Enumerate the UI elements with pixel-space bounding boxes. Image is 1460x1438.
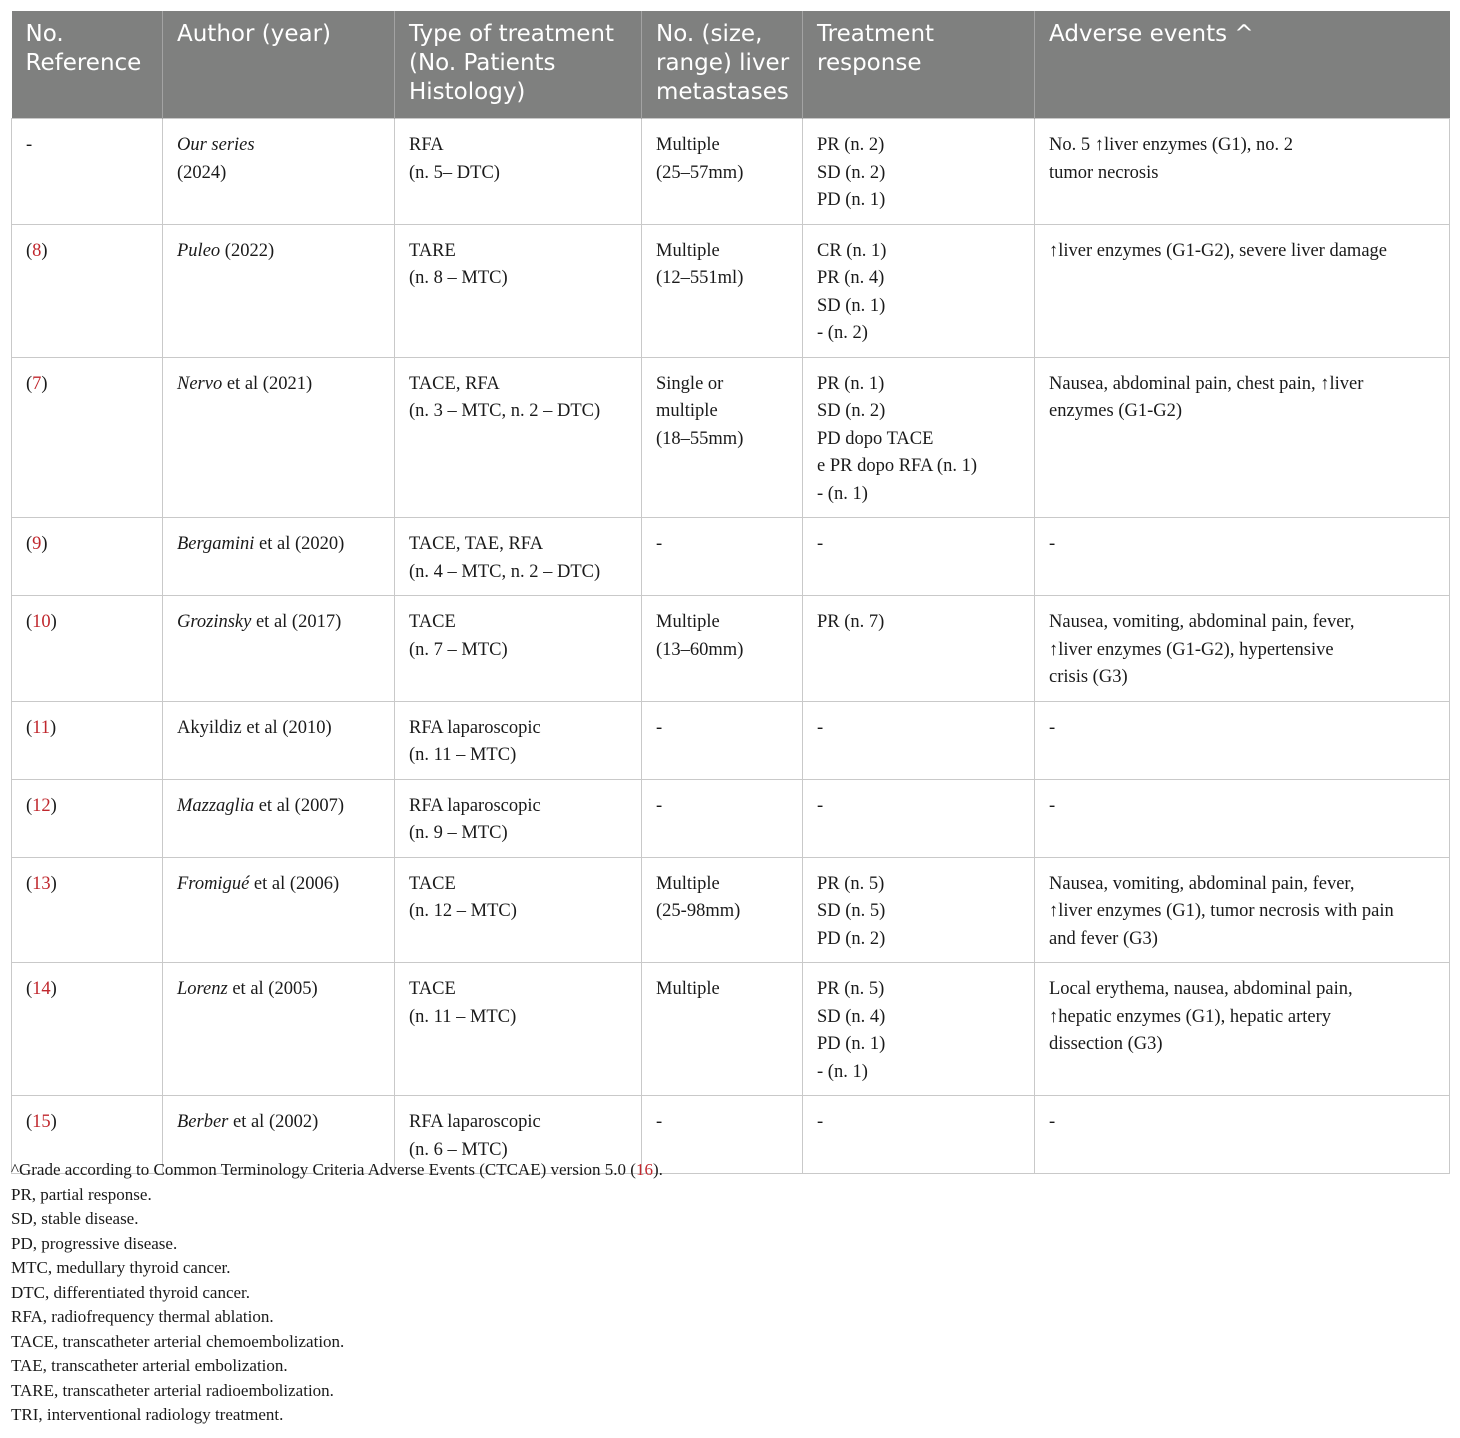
table-row bbox=[12, 596, 1450, 702]
response-line: - bbox=[817, 1112, 824, 1132]
adverse-events-cell bbox=[1035, 701, 1450, 779]
adverse-events-line: ↑hepatic enzymes (G1), hepatic artery bbox=[1049, 1006, 1331, 1027]
metastases-line: (18–55mm) bbox=[656, 428, 744, 449]
adverse-events-cell bbox=[1035, 357, 1450, 518]
reference-paren-close: ) bbox=[50, 873, 57, 894]
adverse-events-line: - bbox=[1049, 795, 1056, 816]
adverse-events-cell bbox=[1035, 779, 1450, 857]
abbreviation-item: RFA, radiofrequency thermal ablation. bbox=[11, 1307, 274, 1326]
treatment-cell bbox=[395, 119, 642, 225]
reference-cell bbox=[12, 357, 163, 518]
reference-link[interactable]: 10 bbox=[32, 612, 51, 632]
response-line: PD (n. 1) bbox=[817, 1034, 886, 1054]
treatment-line: (n. 8 – MTC) bbox=[409, 268, 508, 288]
response-line: - (n. 2) bbox=[817, 323, 868, 343]
header-liver-metastases bbox=[642, 11, 803, 119]
metastases-line: - bbox=[656, 795, 663, 816]
reference-paren-open: ( bbox=[26, 1112, 33, 1132]
table-row bbox=[12, 224, 1450, 357]
treatment-line: (n. 11 – MTC) bbox=[409, 1006, 517, 1027]
adverse-events-line: No. 5 ↑liver enzymes (G1), no. 2 bbox=[1049, 135, 1294, 155]
reference-cell bbox=[12, 701, 163, 779]
author-name: Puleo bbox=[177, 240, 221, 261]
reference-paren-close: ) bbox=[41, 240, 48, 261]
treatment-line: RFA laparoscopic bbox=[409, 1112, 541, 1132]
author-line bbox=[177, 871, 382, 899]
author-line bbox=[177, 238, 382, 266]
author-detail: et al (2017) bbox=[251, 612, 342, 632]
reference-cell bbox=[12, 963, 163, 1096]
response-cell bbox=[803, 701, 1035, 779]
response-line: - (n. 1) bbox=[817, 1061, 868, 1082]
treatment-line: (n. 5– DTC) bbox=[409, 162, 500, 183]
treatment-cell bbox=[395, 357, 642, 518]
liver-metastases-treatment-table bbox=[11, 11, 1450, 1174]
metastases-line: - bbox=[656, 534, 663, 554]
adverse-events-line: Local erythema, nausea, abdominal pain, bbox=[1049, 979, 1353, 999]
reference-cell bbox=[12, 119, 163, 225]
reference-link-16[interactable]: 16 bbox=[635, 1160, 653, 1179]
author-cell bbox=[163, 963, 395, 1096]
reference-cell bbox=[12, 224, 163, 357]
response-line: SD (n. 2) bbox=[817, 162, 886, 183]
author-detail: et al (2002) bbox=[228, 1112, 319, 1132]
adverse-events-line: Nausea, vomiting, abdominal pain, fever, bbox=[1049, 612, 1355, 632]
header-text-line: Histology) bbox=[409, 79, 526, 105]
reference-paren-open: ( bbox=[26, 240, 33, 261]
treatment-line: RFA laparoscopic bbox=[409, 795, 541, 816]
response-line: - (n. 1) bbox=[817, 483, 868, 504]
adverse-events-line: ↑liver enzymes (G1-G2), severe liver damage bbox=[1049, 240, 1387, 261]
treatment-line: (n. 3 – MTC, n. 2 – DTC) bbox=[409, 401, 601, 421]
author-detail: et al (2020) bbox=[254, 534, 345, 554]
author-detail: et al (2007) bbox=[254, 795, 344, 816]
abbreviation-item: PR, partial response. bbox=[11, 1184, 152, 1204]
author-cell bbox=[163, 779, 395, 857]
author-detail: et al (2005) bbox=[227, 979, 318, 999]
adverse-events-cell bbox=[1035, 119, 1450, 225]
metastases-cell bbox=[642, 357, 803, 518]
metastases-cell bbox=[642, 857, 803, 963]
treatment-line: (n. 4 – MTC, n. 2 – DTC) bbox=[409, 561, 601, 582]
reference-link[interactable]: 13 bbox=[32, 873, 51, 894]
reference-paren-close: ) bbox=[50, 795, 57, 816]
abbreviation-list bbox=[11, 1183, 663, 1428]
response-cell bbox=[803, 596, 1035, 702]
adverse-events-line: tumor necrosis bbox=[1049, 162, 1159, 183]
treatment-line: TACE, TAE, RFA bbox=[409, 534, 544, 554]
metastases-line: Multiple bbox=[656, 979, 720, 999]
adverse-events-line: crisis (G3) bbox=[1049, 667, 1128, 687]
treatment-cell bbox=[395, 779, 642, 857]
adverse-events-line: Nausea, abdominal pain, chest pain, ↑liver bbox=[1049, 373, 1364, 394]
treatment-line: RFA bbox=[409, 135, 444, 155]
header-text-line: Treatment bbox=[817, 21, 935, 47]
adverse-events-line: - bbox=[1049, 534, 1056, 554]
treatment-cell bbox=[395, 596, 642, 702]
author-line bbox=[177, 1109, 382, 1137]
author-name: Nervo bbox=[177, 373, 223, 394]
reference-link[interactable]: 7 bbox=[32, 373, 42, 394]
reference-link[interactable]: 8 bbox=[32, 240, 42, 261]
reference-paren-open: ( bbox=[26, 795, 33, 816]
treatment-cell bbox=[395, 701, 642, 779]
table-row bbox=[12, 518, 1450, 596]
adverse-events-cell bbox=[1035, 857, 1450, 963]
header-treatment-response bbox=[803, 11, 1035, 119]
table-row bbox=[12, 779, 1450, 857]
abbreviation-item: DTC, differentiated thyroid cancer. bbox=[11, 1282, 251, 1302]
reference-link[interactable]: 12 bbox=[32, 795, 51, 816]
header-text-line: No. bbox=[25, 21, 64, 47]
author-name: Lorenz bbox=[177, 979, 228, 999]
author-cell bbox=[163, 357, 395, 518]
abbreviation-item: TARE, transcatheter arterial radioembolization. bbox=[11, 1380, 334, 1400]
header-text-line: Type of treatment bbox=[409, 21, 615, 47]
author-name: Bergamini bbox=[177, 534, 255, 554]
treatment-line: (n. 9 – MTC) bbox=[409, 823, 508, 843]
response-line: SD (n. 5) bbox=[817, 901, 886, 921]
response-line: PD (n. 1) bbox=[817, 190, 886, 210]
response-cell bbox=[803, 963, 1035, 1096]
treatment-cell bbox=[395, 224, 642, 357]
author-name: Our series bbox=[177, 135, 255, 155]
metastases-line: (25–57mm) bbox=[656, 162, 744, 183]
table-row bbox=[12, 701, 1450, 779]
abbreviation-item: TAE, transcatheter arterial embolization. bbox=[11, 1356, 288, 1375]
author-cell bbox=[163, 857, 395, 963]
author-line bbox=[177, 132, 382, 160]
table-container bbox=[11, 11, 1449, 1174]
reference-paren-close: ) bbox=[41, 373, 48, 394]
adverse-events-cell bbox=[1035, 224, 1450, 357]
reference-cell bbox=[12, 518, 163, 596]
grade-footnote-text: ^Grade according to Common Terminology Criteria Adverse Events (CTCAE) version 5.0 ( bbox=[11, 1160, 636, 1179]
adverse-events-line: dissection (G3) bbox=[1049, 1034, 1163, 1054]
adverse-events-cell bbox=[1035, 963, 1450, 1096]
metastases-cell bbox=[642, 518, 803, 596]
table-row bbox=[12, 857, 1450, 963]
abbreviation-item: PD, progressive disease. bbox=[11, 1233, 178, 1253]
adverse-events-cell bbox=[1035, 1096, 1450, 1174]
reference-paren-close: ) bbox=[50, 717, 57, 738]
table-row bbox=[12, 963, 1450, 1096]
adverse-events-cell bbox=[1035, 518, 1450, 596]
adverse-events-line: ↑liver enzymes (G1), tumor necrosis with pain bbox=[1049, 901, 1394, 921]
author-cell bbox=[163, 119, 395, 225]
treatment-cell bbox=[395, 518, 642, 596]
author-cell bbox=[163, 224, 395, 357]
author-line bbox=[177, 531, 382, 559]
metastases-cell bbox=[642, 596, 803, 702]
metastases-line: Multiple bbox=[656, 135, 720, 155]
reference-paren-close: ) bbox=[50, 612, 57, 632]
header-text-line: Reference bbox=[25, 50, 142, 76]
reference-cell bbox=[12, 779, 163, 857]
author-cell bbox=[163, 596, 395, 702]
abbreviation-item: TACE, transcatheter arterial chemoembolization. bbox=[11, 1331, 345, 1351]
response-line: CR (n. 1) bbox=[817, 240, 887, 261]
author-name: Mazzaglia bbox=[177, 795, 255, 816]
reference-link[interactable]: 11 bbox=[32, 717, 50, 738]
reference-link[interactable]: 14 bbox=[32, 979, 51, 999]
header-text-line: range) liver bbox=[656, 50, 790, 76]
treatment-line: TACE, RFA bbox=[409, 373, 500, 394]
author-detail: Akyildiz et al (2010) bbox=[177, 717, 332, 738]
adverse-events-line: and fever (G3) bbox=[1049, 928, 1158, 949]
abbreviation-item: TRI, interventional radiology treatment. bbox=[11, 1405, 284, 1424]
reference-text: - bbox=[26, 135, 33, 155]
author-detail: (2022) bbox=[220, 240, 275, 261]
header-type-of-treatment bbox=[395, 11, 642, 119]
metastases-line: (12–551ml) bbox=[656, 268, 744, 288]
author-line bbox=[177, 793, 382, 821]
response-line: PR (n. 4) bbox=[817, 268, 885, 288]
response-line: SD (n. 4) bbox=[817, 1006, 886, 1027]
response-line: SD (n. 1) bbox=[817, 295, 886, 316]
author-line bbox=[177, 371, 382, 399]
grade-footnote bbox=[11, 1158, 663, 1183]
treatment-line: (n. 6 – MTC) bbox=[409, 1139, 508, 1160]
author-detail: et al (2021) bbox=[222, 373, 313, 394]
author-cell bbox=[163, 518, 395, 596]
adverse-events-line: - bbox=[1049, 717, 1056, 738]
table-row bbox=[12, 357, 1450, 518]
author-detail: et al (2006) bbox=[249, 873, 340, 894]
response-line: PR (n. 2) bbox=[817, 135, 885, 155]
metastases-line: Multiple bbox=[656, 612, 720, 632]
header-adverse-events bbox=[1035, 11, 1450, 119]
response-line: e PR dopo RFA (n. 1) bbox=[817, 456, 978, 476]
reference-link[interactable]: 15 bbox=[32, 1112, 51, 1132]
response-cell bbox=[803, 1096, 1035, 1174]
treatment-cell bbox=[395, 857, 642, 963]
response-line: PR (n. 7) bbox=[817, 612, 885, 632]
adverse-events-cell bbox=[1035, 596, 1450, 702]
response-cell bbox=[803, 779, 1035, 857]
reference-paren-open: ( bbox=[26, 979, 33, 999]
treatment-line: TACE bbox=[409, 873, 456, 894]
header-text-line: (No. Patients bbox=[409, 50, 556, 76]
table-footnotes bbox=[11, 1158, 663, 1428]
treatment-line: (n. 12 – MTC) bbox=[409, 901, 517, 921]
header-no-reference bbox=[12, 11, 163, 119]
table-header-row bbox=[12, 11, 1450, 119]
response-line: PD dopo TACE bbox=[817, 428, 934, 449]
adverse-events-line: ↑liver enzymes (G1-G2), hypertensive bbox=[1049, 639, 1334, 660]
reference-paren-close: ) bbox=[50, 1112, 57, 1132]
response-cell bbox=[803, 857, 1035, 963]
metastases-line: - bbox=[656, 717, 663, 738]
adverse-events-line: enzymes (G1-G2) bbox=[1049, 401, 1183, 421]
metastases-cell bbox=[642, 224, 803, 357]
header-text-line: response bbox=[817, 50, 922, 76]
abbreviation-item: MTC, medullary thyroid cancer. bbox=[11, 1258, 231, 1277]
author-line bbox=[177, 609, 382, 637]
abbreviation-item: SD, stable disease. bbox=[11, 1209, 139, 1228]
metastases-cell bbox=[642, 119, 803, 225]
author-line bbox=[177, 715, 382, 743]
response-line: SD (n. 2) bbox=[817, 401, 886, 421]
response-line: - bbox=[817, 717, 824, 738]
table-row bbox=[12, 119, 1450, 225]
treatment-cell bbox=[395, 963, 642, 1096]
treatment-line: (n. 11 – MTC) bbox=[409, 745, 517, 765]
reference-paren-open: ( bbox=[26, 873, 33, 894]
response-cell bbox=[803, 224, 1035, 357]
author-year: (2024) bbox=[177, 162, 227, 183]
metastases-cell bbox=[642, 779, 803, 857]
adverse-events-line: - bbox=[1049, 1112, 1056, 1132]
reference-paren-open: ( bbox=[26, 612, 33, 632]
response-line: PR (n. 5) bbox=[817, 873, 885, 894]
metastases-line: Multiple bbox=[656, 873, 720, 894]
table-body bbox=[12, 119, 1450, 1174]
header-author-year bbox=[163, 11, 395, 119]
response-cell bbox=[803, 518, 1035, 596]
metastases-line: (25-98mm) bbox=[656, 901, 741, 921]
metastases-line: Single or bbox=[656, 373, 724, 394]
treatment-line: RFA laparoscopic bbox=[409, 717, 541, 738]
header-text-line: Adverse events ^ bbox=[1049, 21, 1254, 47]
author-name: Fromigué bbox=[177, 873, 250, 894]
metastases-line: multiple bbox=[656, 401, 718, 421]
response-line: PR (n. 1) bbox=[817, 373, 885, 394]
reference-paren-open: ( bbox=[26, 373, 33, 394]
grade-footnote-close: ). bbox=[652, 1160, 663, 1179]
reference-paren-open: ( bbox=[26, 534, 33, 554]
treatment-line: TACE bbox=[409, 979, 456, 999]
header-text-line: No. (size, bbox=[656, 21, 763, 47]
author-cell bbox=[163, 701, 395, 779]
header-text-line: Author (year) bbox=[177, 21, 332, 47]
response-line: - bbox=[817, 534, 824, 554]
header-text-line: metastases bbox=[656, 79, 789, 105]
treatment-line: TARE bbox=[409, 240, 456, 261]
metastases-line: Multiple bbox=[656, 240, 720, 261]
metastases-cell bbox=[642, 1096, 803, 1174]
reference-cell bbox=[12, 596, 163, 702]
reference-paren-open: ( bbox=[26, 717, 33, 738]
author-name: Grozinsky bbox=[177, 612, 252, 632]
reference-link[interactable]: 9 bbox=[32, 534, 42, 554]
response-line: PD (n. 2) bbox=[817, 928, 886, 949]
adverse-events-line: Nausea, vomiting, abdominal pain, fever, bbox=[1049, 873, 1355, 894]
metastases-cell bbox=[642, 701, 803, 779]
response-line: PR (n. 5) bbox=[817, 979, 885, 999]
response-cell bbox=[803, 357, 1035, 518]
metastases-cell bbox=[642, 963, 803, 1096]
treatment-line: TACE bbox=[409, 612, 456, 632]
reference-paren-close: ) bbox=[50, 979, 57, 999]
author-name: Berber bbox=[177, 1112, 229, 1132]
metastases-line: (13–60mm) bbox=[656, 639, 744, 660]
metastases-line: - bbox=[656, 1112, 663, 1132]
reference-paren-close: ) bbox=[41, 534, 48, 554]
reference-cell bbox=[12, 857, 163, 963]
response-cell bbox=[803, 119, 1035, 225]
author-line bbox=[177, 976, 382, 1004]
treatment-line: (n. 7 – MTC) bbox=[409, 639, 508, 660]
response-line: - bbox=[817, 795, 824, 816]
